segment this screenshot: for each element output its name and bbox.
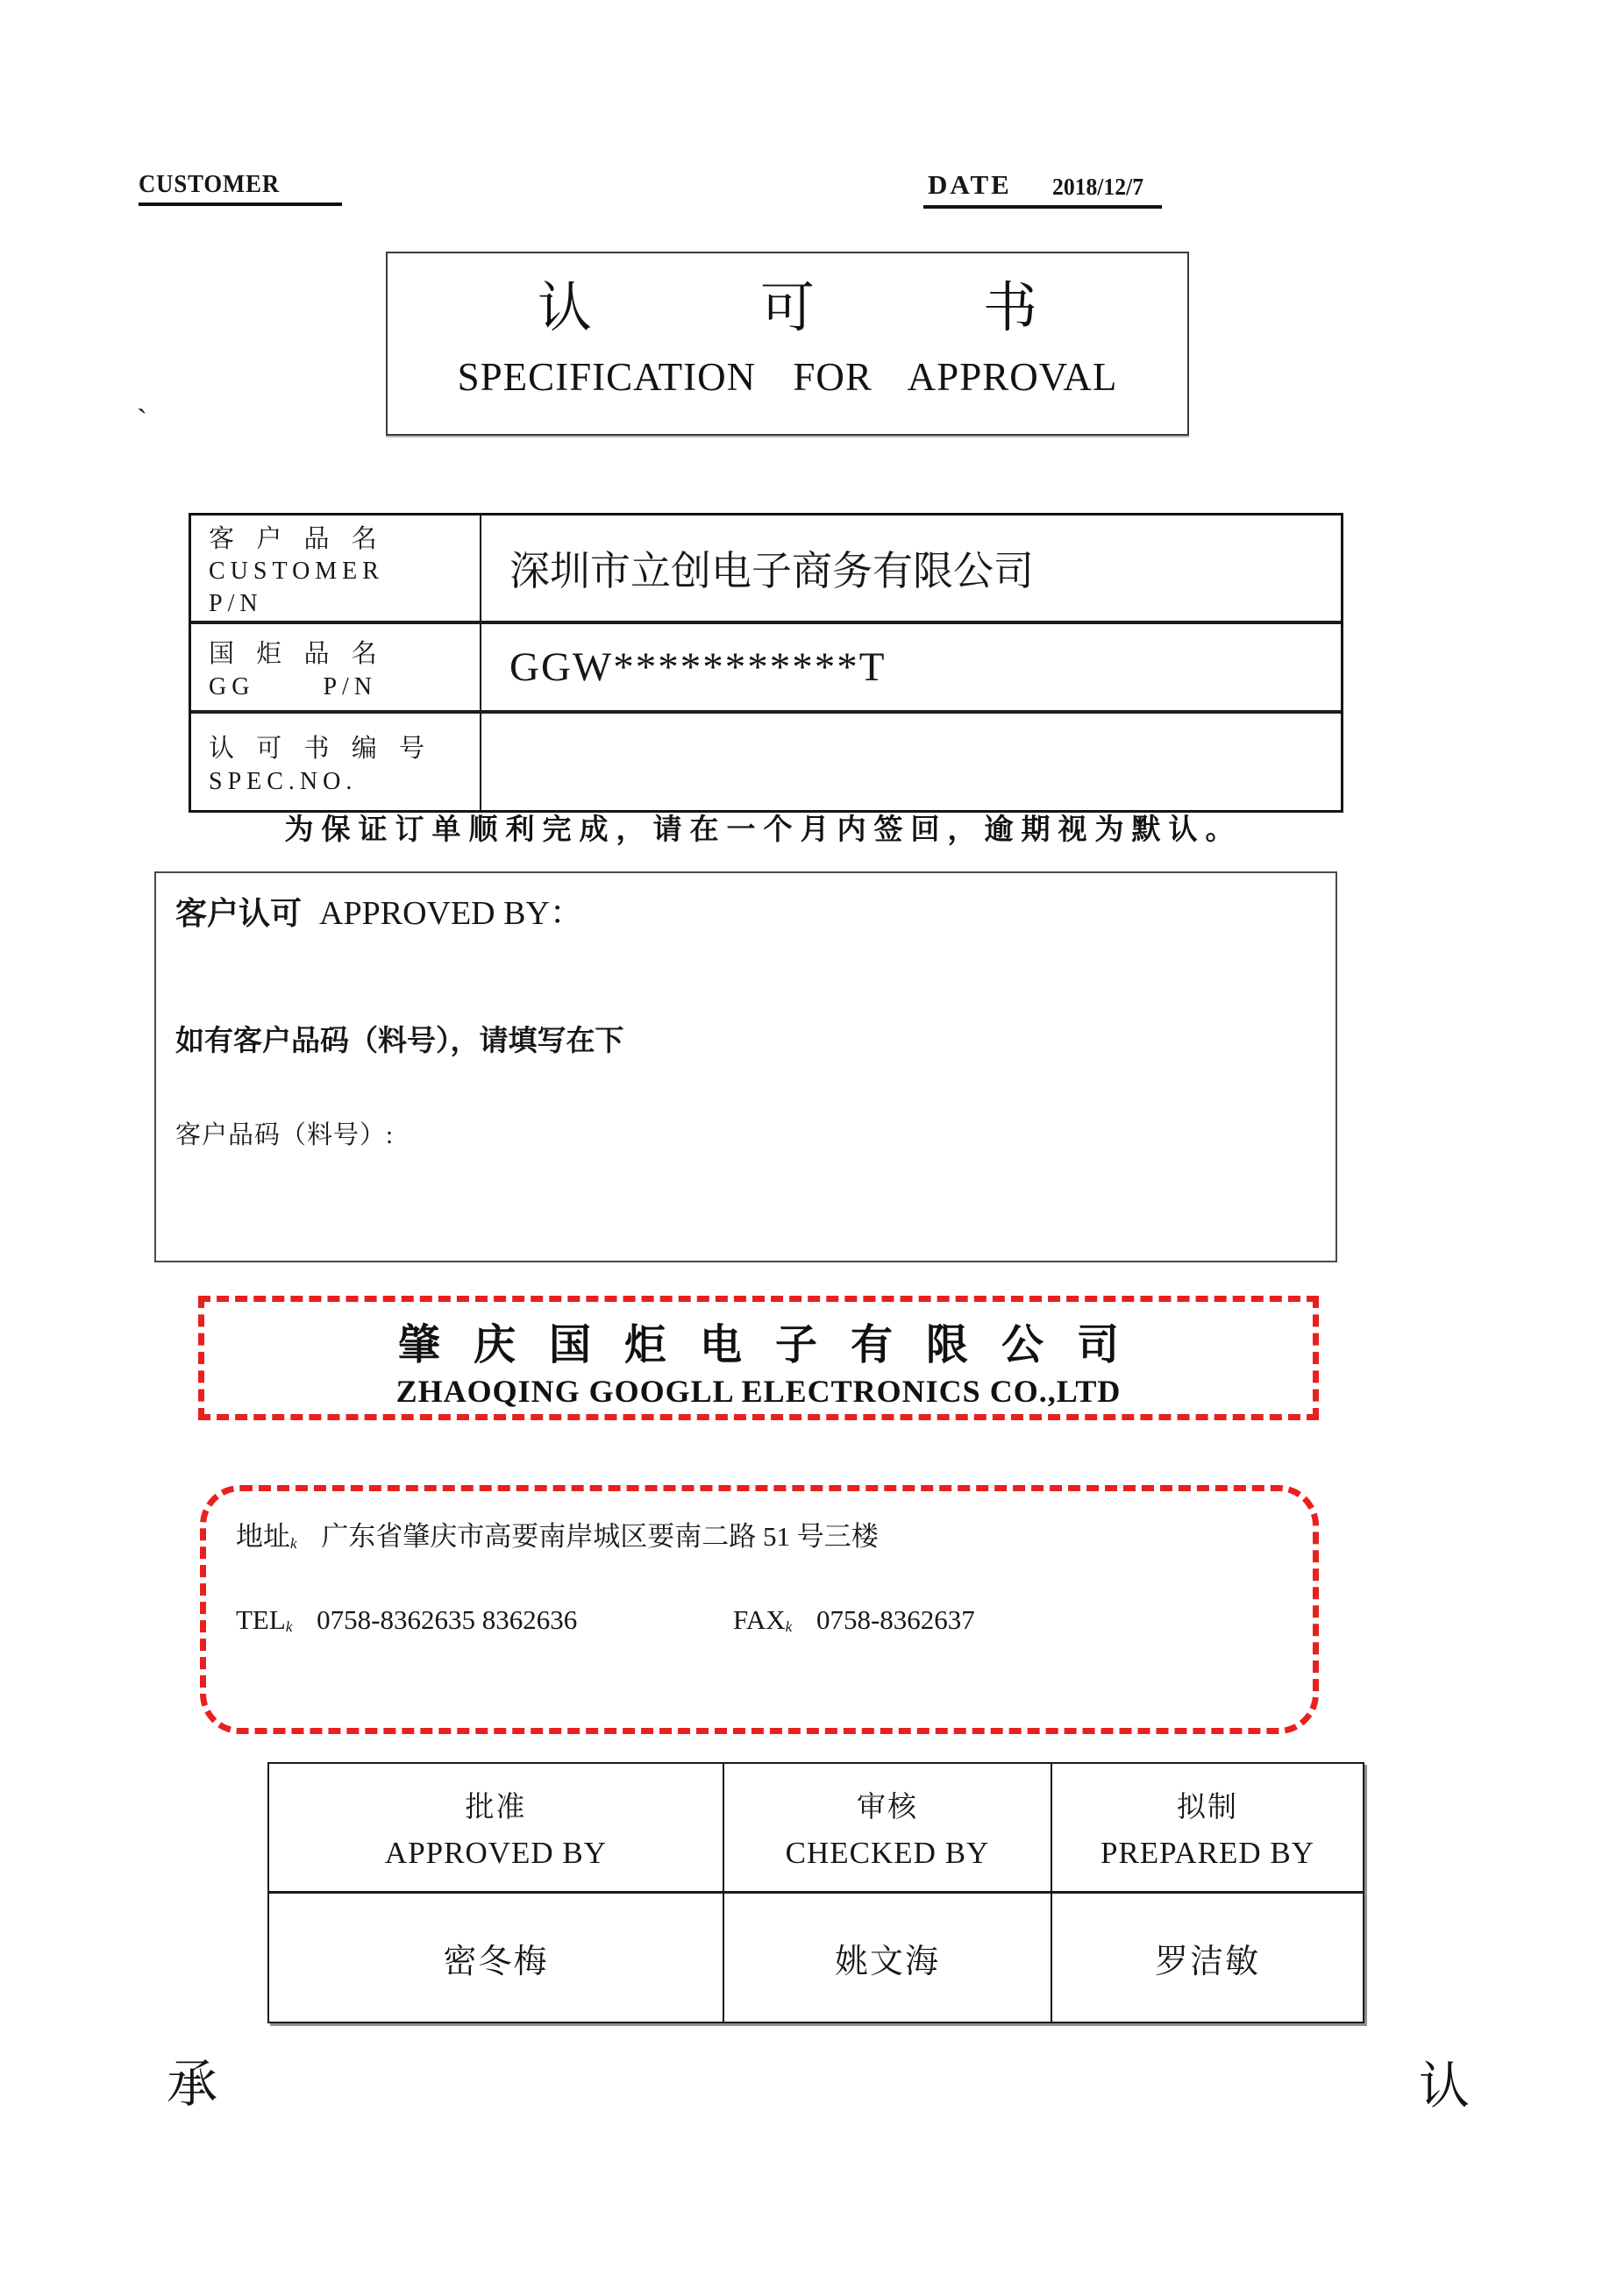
approver-name: 密冬梅 xyxy=(443,1943,549,1980)
header-approved-by xyxy=(269,1764,723,1894)
customer-pn-fill-label: 客户品码（料号）: xyxy=(175,1121,395,1149)
tel-label: TEL xyxy=(236,1604,286,1635)
date-underline xyxy=(923,205,1162,209)
row-label xyxy=(191,515,481,621)
label-line-en: SPEC.NO. xyxy=(209,767,358,795)
tel-value: 0758-8362635 8362636 xyxy=(317,1604,578,1635)
signature-table xyxy=(267,1762,1364,2023)
label-line-cn: 认 可 书 编 号 xyxy=(209,734,433,763)
address-label: 地址 xyxy=(236,1521,290,1552)
label-line-en: GG P/N xyxy=(209,672,378,700)
gg-pn-value: GGW***********T xyxy=(509,644,887,690)
spec-no-value xyxy=(481,714,1341,810)
header-checked-by xyxy=(723,1764,1051,1894)
address-line xyxy=(236,1514,1313,1553)
header-en: PREPARED BY xyxy=(1100,1836,1315,1870)
label-line-cn: 国 炬 品 名 xyxy=(209,639,385,668)
tel-fax-line xyxy=(236,1604,1313,1636)
row-label xyxy=(191,624,481,710)
title-chinese: 认可书 xyxy=(537,279,1206,338)
odd-colon-glyph: k xyxy=(290,1535,297,1553)
label-line-en: CUSTOMER xyxy=(209,558,384,586)
header-cn: 拟制 xyxy=(1177,1792,1238,1823)
header-en: CHECKED BY xyxy=(785,1836,990,1870)
address-text: 广东省肇庆市高要南岸城区要南二路 51 号三楼 xyxy=(321,1521,879,1552)
header-prepared-by xyxy=(1051,1764,1363,1894)
date-label: DATE xyxy=(928,169,1012,200)
odd-colon-glyph: k xyxy=(285,1618,293,1636)
odd-colon-glyph: k xyxy=(785,1618,793,1636)
customer-underline xyxy=(139,203,342,206)
approved-by-line xyxy=(175,873,1336,934)
table-row-spec-no xyxy=(191,710,1341,810)
fax-label: FAX xyxy=(732,1604,786,1635)
title-english: SPECIFICATION FOR APPROVAL xyxy=(457,355,1118,399)
fax-value: 0758-8362637 xyxy=(816,1604,975,1635)
approval-note: 如有客户品码（料号），请填写在下 xyxy=(175,1024,624,1056)
customer-label: CUSTOMER xyxy=(139,170,281,198)
footer-char-ren: 认 xyxy=(1419,2058,1471,2115)
checker-name: 姚文海 xyxy=(723,1894,1051,2022)
header-cn: 审核 xyxy=(857,1792,918,1823)
customer-approval-box xyxy=(154,871,1337,1262)
approved-by-en: APPROVED BY： xyxy=(319,895,583,932)
company-name-cn: 肇庆国炬电子有限公司 xyxy=(397,1322,1152,1368)
header-cn: 批准 xyxy=(465,1792,527,1823)
label-line-cn: 客 户 品 名 xyxy=(209,524,385,553)
stray-mark: ` xyxy=(137,402,147,437)
header-en: APPROVED BY xyxy=(384,1836,608,1870)
preparer-name: 罗洁敏 xyxy=(1051,1894,1363,2022)
row-label xyxy=(191,714,481,810)
contact-box xyxy=(200,1485,1319,1734)
notice-text: 为保证订单顺利完成，请在一个月内签回，逾期视为默认。 xyxy=(284,813,1243,845)
company-name-box xyxy=(198,1296,1319,1420)
date-value: 2018/12/7 xyxy=(1052,174,1144,200)
title-box xyxy=(386,252,1206,436)
part-info-table xyxy=(189,513,1343,813)
table-row-customer-pn xyxy=(191,515,1341,621)
approved-by-cn: 客户认可 xyxy=(175,895,303,931)
company-name-en: ZHAOQING GOOGLL ELECTRONICS CO.,LTD xyxy=(395,1374,1122,1409)
footer-char-cheng: 承 xyxy=(167,2056,218,2113)
label-line-en2: P/N xyxy=(209,589,263,617)
customer-pn-value: 深圳市立创电子商务有限公司 xyxy=(509,549,1034,594)
table-row-gg-pn xyxy=(191,621,1341,710)
